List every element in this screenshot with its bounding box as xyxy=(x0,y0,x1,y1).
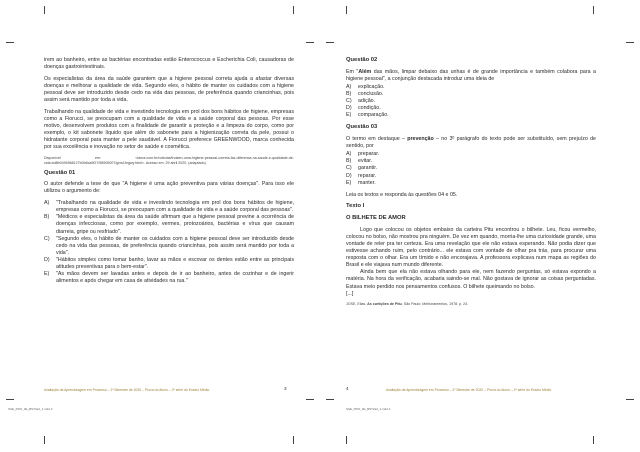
option-e[interactable] xyxy=(346,112,596,119)
page-number: 3 xyxy=(284,386,287,391)
paragraph: Trabalhando na qualidade de vida e investindo tecnologia em prol dos bons hábitos de higiene, empresas como a Fiorucci, se preocupam com a qualidade de vida e a saúde corporal das pessoas. Por esse motivo, desenvolvem produtos com a finalidade de garantir a proteção e a limpeza do corpo, como por exemplo, o kit sabonete líquido que além do sabonete para a higienização correta da pele, possui o hidratante corporal para manter a pele saudável. A Fiorucci preferece GREENWOOD, marca conhecida por sua excelência e inovação no setor de saúde e cosmética. xyxy=(44,108,294,151)
stem-text: das mãos, limpar debaixo das unhas é de grande importância e também colabora para a higiene pessoal", a conjunção destacada introduz uma ideia de xyxy=(346,68,596,82)
story-title: O BILHETE DE AMOR xyxy=(346,215,406,222)
source-citation: Disponível em: <lanra.com.br/noticias/frosten-uma-higiene-pessoal-correta-faz-diferenca-na-saude-e-qualidade-de-vida.bd8b0494968127b0b5ca9f27/58905007/gnw1fngwy.html>. Acesso em: 29 abril 2020. (adaptado). xyxy=(44,155,294,165)
right-page xyxy=(320,0,640,452)
right-column xyxy=(346,57,596,311)
option-text: manter. xyxy=(358,179,376,186)
option-e[interactable] xyxy=(44,271,294,285)
option-key: B) xyxy=(346,158,352,165)
option-text: garantir. xyxy=(358,165,378,172)
stem-text: – no 3º parágrafo do texto pode ser substituído, sem prejuízo de sentido, por xyxy=(346,136,596,150)
option-text: "As mãos devem ser lavadas antes e depois de ir ao banheiro, antes de cozinhar e de ingerir alimentos e após chegar em casa de atividades na rua." xyxy=(56,271,294,285)
option-d[interactable] xyxy=(346,173,596,180)
page-footer: Avaliação da Aprendizagem em Processo – 2º Bimestre de 2020 – Prova do Aluno – 2ª série do Ensino Médio xyxy=(386,388,552,392)
option-key: E) xyxy=(346,112,352,119)
option-key: C) xyxy=(346,98,352,105)
option-a[interactable] xyxy=(346,84,596,91)
question-stem xyxy=(346,136,596,150)
text-label: Texto I xyxy=(346,203,365,210)
option-key: A) xyxy=(346,83,352,90)
option-c[interactable] xyxy=(44,236,294,257)
instruction-text: Leia os textos e responda às questões 04 e 05. xyxy=(346,191,458,198)
story-citation xyxy=(346,302,596,307)
option-key: D) xyxy=(346,172,352,179)
story-body xyxy=(346,227,596,298)
option-text: conclusão. xyxy=(358,90,384,97)
option-text: preparar. xyxy=(358,151,380,158)
question-stem: O autor defende a tese de que "A higiene é uma ação preventiva para várias doenças". Para isso ele utilizou o argumento de: xyxy=(44,181,294,195)
option-text: "Trabalhando na qualidade de vida e investindo tecnologia em prol dos bons hábitos de higiene, empresas como a Fiorucci, se preocupam com a qualidade de vida e a saúde corporal das pessoas". xyxy=(56,200,294,214)
story-paragraph: Logo que colocou os objetos embaixo da carteira Pitu encontrou o bilhete. Leu, ficou vermelho, colocou no bolso, não mostrou pra ninguém. De vez em quando, morria-lhe uma curiosidade grande, uma vontade de reler pra ter certeza. Era uma revelação que ele não estava esperando. Não podia dizer que estivesse achando ruim, pelo contrário... ele estava com vontade de olhar pra trás, para procurar uma resposta com o olhar. Era um tímido e não encorajava. A professora explicava num mapa as regiões do Brasil e ele viajava num mundo diferente. xyxy=(346,226,596,269)
page-footer: Avaliação da Aprendizagem em Processo – 2º Bimestre de 2020 – Prova do Aluno – 2ª série do Ensino Médio xyxy=(44,388,210,392)
option-key: D) xyxy=(346,105,352,112)
option-d[interactable] xyxy=(44,257,294,271)
stem-text: O termo em destaque – xyxy=(346,136,408,143)
option-e[interactable] xyxy=(346,180,596,187)
option-d[interactable] xyxy=(346,105,596,112)
option-text: "Médicos e especialistas da área da saúde afirmam que a higiene pessoal previne a ocorrência de doenças infecciosas, como por exemplo, vermes, protozoários, bactérias e vírus que causam diarreia, gripe ou resfriado". xyxy=(56,214,294,235)
option-b[interactable] xyxy=(346,158,596,165)
option-key: A) xyxy=(346,151,352,158)
citation-text: . São Paulo: Melhoramentos, 1978. p. 24. xyxy=(401,302,469,307)
option-key: C) xyxy=(44,235,50,242)
option-key: C) xyxy=(346,165,352,172)
option-text: condição. xyxy=(358,105,381,112)
question-title: Questão 01 xyxy=(44,169,76,176)
option-list xyxy=(346,84,596,119)
option-text: evitar. xyxy=(358,158,373,165)
paragraph: irem ao banheiro, entre as bactérias encontradas estão Enterococcus e Escherichia Coli, causadoras de doenças gastrointestinais. xyxy=(44,57,294,71)
page-number: 4 xyxy=(346,386,349,391)
citation-text: JOSE, Elias. xyxy=(346,302,368,307)
question-title: Questão 03 xyxy=(346,124,378,131)
question-stem xyxy=(346,69,596,83)
option-key: E) xyxy=(44,271,50,278)
option-list xyxy=(346,151,596,186)
option-text: reparar. xyxy=(358,172,377,179)
option-key: D) xyxy=(44,256,50,263)
option-b[interactable] xyxy=(346,91,596,98)
file-slug: SSE_PRO_2E_BST2a2_1.indd 4 xyxy=(346,407,391,411)
option-text: comparação. xyxy=(358,112,389,119)
option-list xyxy=(44,200,294,285)
citation-title: As curtições de Pitu xyxy=(367,302,402,307)
story-ellipsis: [...] xyxy=(346,290,354,297)
option-text: explicação. xyxy=(358,83,385,90)
option-a[interactable] xyxy=(346,151,596,158)
story-paragraph: Ainda bem que ela não estava olhando para ele, nem fazendo perguntas, só estava expondo a matéria. Na hora da verificação, acabaria saindo-se mal. Não gostava de ignorar as coisas perguntadas. Estava meio perdido nos pensamentos confusos. O bilhete queimando no bolso. xyxy=(346,269,596,290)
file-slug: SSE_PRO_2E_BST2a2_1.indd 3 xyxy=(8,407,53,411)
paragraph: Os especialistas da área da saúde garantem que a higiene pessoal correta ajuda a afastar diversas doenças e melhorar a qualidade de vida. Segundo eles, o hábito de manter os cuidados com a higiene pessoal deve ser introduzido desde cedo na vida das pessoas, de preferência quando criancinhas, pois assim será mantido por toda a vida. xyxy=(44,75,294,104)
option-text: "Segundo eles, o hábito de manter os cuidados com a higiene pessoal deve ser introduzido desde cedo na vida das pessoas, de preferência quando criancinhas, pois assim será mantido por toda a vida". xyxy=(56,235,294,256)
option-b[interactable] xyxy=(44,214,294,235)
option-a[interactable] xyxy=(44,200,294,214)
highlighted-term: prevenção xyxy=(407,136,434,143)
option-key: E) xyxy=(346,179,352,186)
stem-text: Em " xyxy=(346,68,359,75)
option-c[interactable] xyxy=(346,98,596,105)
highlighted-term: Além xyxy=(358,68,372,75)
option-key: B) xyxy=(44,214,50,221)
question-title: Questão 02 xyxy=(346,57,378,63)
option-key: A) xyxy=(44,200,50,207)
option-text: "Hábitos simples como tomar banho, lavar as mãos e escovar os dentes estão entre as principais atitudes preventivas para o bem-estar". xyxy=(56,256,294,270)
option-text: adição. xyxy=(358,98,376,105)
left-column xyxy=(44,57,294,285)
option-c[interactable] xyxy=(346,165,596,172)
option-key: B) xyxy=(346,90,352,97)
